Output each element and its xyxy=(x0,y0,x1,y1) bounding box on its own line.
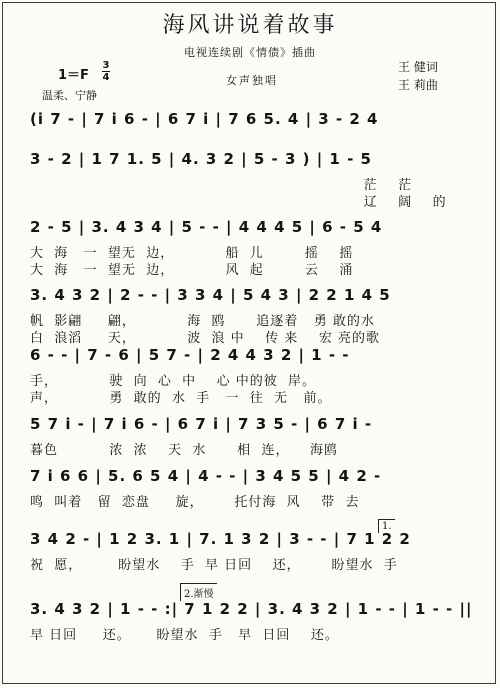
second-ending-mark: 2.渐慢 xyxy=(180,583,217,601)
lyric-line: 辽 阔 的 xyxy=(30,195,447,210)
song-title: 海风讲说着故事 xyxy=(162,13,338,38)
lyric-line: 大 海 一 望无 边， 船 儿 摇 摇 xyxy=(30,246,354,261)
notation-line: 3. 4 3 2 | 2 - - | 3 3 4 | 5 4 3 | 2 2 1 4 5 xyxy=(30,286,391,304)
notation-line: 2 - 5 | 3. 4 3 4 | 5 - - | 4 4 4 5 | 6 - 5 4 xyxy=(30,218,383,236)
notation-line: 3 - 2 | 1 7 1. 5 | 4. 3 2 | 5 - 3 ) | 1 - 5 xyxy=(30,150,372,168)
notation-line: (i 7 - | 7 i 6 - | 6 7 i | 7 6 5. 4 | 3 - 2 4 xyxy=(30,110,379,128)
lyric-line: 茫 茫 xyxy=(30,178,413,193)
lyric-line: 大 海 一 望无 边， 风 起 云 涌 xyxy=(30,263,354,278)
lyric-line: 声， 勇 敢的 水 手 一 往 无 前。 xyxy=(30,391,332,406)
time-signature: 3 4 xyxy=(102,60,110,83)
lyric-line: 白 浪滔 天， 波 浪 中 传 来 宏 亮的歌 xyxy=(30,331,380,346)
notation-line: 3. 4 3 2 | 1 - - :| 7 1 2 2 | 3. 4 3 2 | 1 - - | 1 - - || xyxy=(30,600,473,618)
notation-line: 6 - - | 7 - 6 | 5 7 - | 2 4 4 3 2 | 1 - - xyxy=(30,346,350,364)
lyric-line: 暮色 浓 浓 天 水 相 连， 海鸥 xyxy=(30,443,338,458)
lyric-line: 早 日回 还。 盼望水 手 早 日回 还。 xyxy=(30,628,339,643)
key-signature: 1＝F xyxy=(58,68,89,83)
notation-line: 3 4 2 - | 1 2 3. 1 | 7. 1 3 2 | 3 - - | 7 1 2 2 xyxy=(30,530,411,548)
lyric-line: 鸣 叫着 留 恋盘 旋， 托付海 风 带 去 xyxy=(30,495,360,510)
notation-line: 7 i 6 6 | 5. 6 5 4 | 4 - - | 3 4 5 5 | 4 2 - xyxy=(30,467,382,485)
notation-line: 5 7 i - | 7 i 6 - | 6 7 i | 7 3 5 - | 6 7 i - xyxy=(30,415,373,433)
lyric-line: 祝 愿， 盼望水 手 早 日回 还， 盼望水 手 xyxy=(30,558,398,573)
lyric-line: 帆 影翩 翩， 海 鸥 追逐着 勇 敢的水 xyxy=(30,314,375,329)
composer-credit: 王 莉曲 xyxy=(398,78,438,92)
tempo-marking: 温柔、宁静 xyxy=(42,89,97,102)
song-subtitle: 电视连续剧《情债》插曲 xyxy=(184,46,316,59)
first-ending-mark: 1. xyxy=(378,519,395,533)
lyricist-credit: 王 健词 xyxy=(398,60,438,74)
performer-label: 女声独唱 xyxy=(226,74,278,87)
lyric-line: 手， 驶 向 心 中 心 中的彼 岸。 xyxy=(30,374,317,389)
